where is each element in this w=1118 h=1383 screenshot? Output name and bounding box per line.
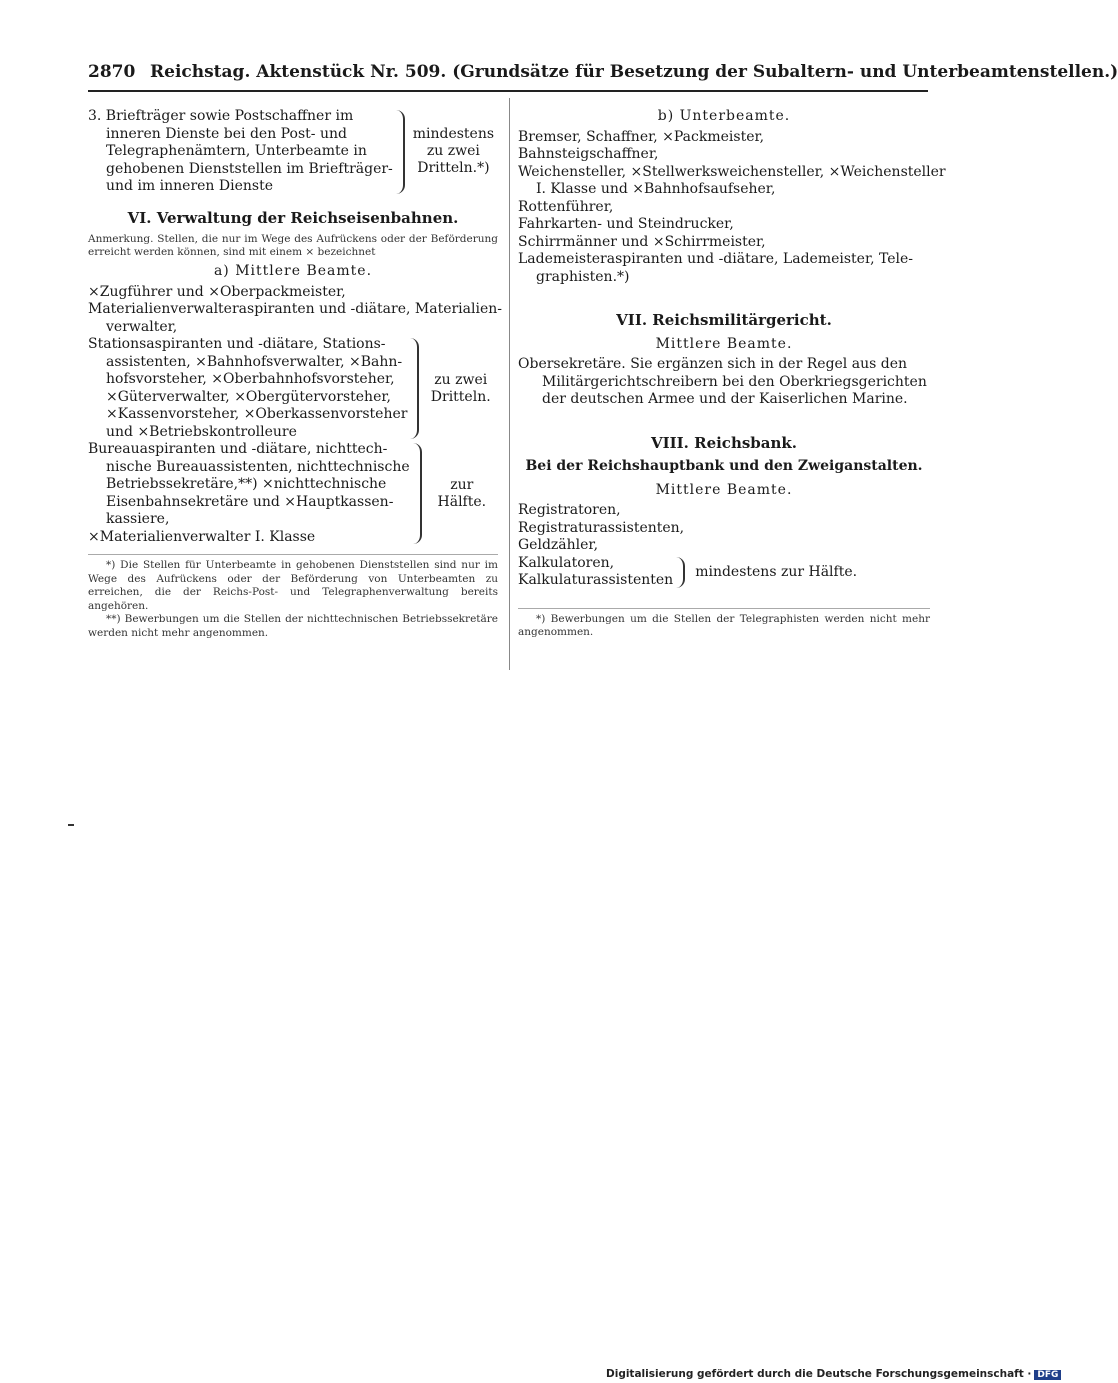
- group-1: [88, 336, 498, 441]
- section-8-subtitle: Bei der Reichshauptbank und den Zweiganstalten.: [525, 458, 923, 474]
- quota-line: Dritteln.: [430, 388, 491, 405]
- position-line: und ×Betriebskontrolleure: [106, 423, 297, 440]
- footnote: **) Bewerbungen um die Stellen der nichttechnischen Betriebssekretäre werden nicht mehr angenommen.: [88, 613, 498, 639]
- section-7-subtitle: Mittlere Beamte.: [655, 335, 793, 352]
- position-line: Schirrmänner und ×Schirrmeister,: [518, 233, 766, 250]
- footer-text: Digitalisierung gefördert durch die Deutsche Forschungsgemeinschaft ·: [606, 1368, 1032, 1380]
- position-line: Materialienverwalteraspiranten und -diätare, Materialien-: [88, 301, 502, 317]
- position-line: Betriebssekretäre,**) ×nichttechnische: [106, 476, 387, 492]
- header-rule: [88, 90, 928, 92]
- brace: [395, 110, 405, 194]
- position-line: Registratoren,: [518, 502, 621, 518]
- brace: [675, 557, 685, 588]
- position-line: Bahnsteigschaffner,: [518, 146, 659, 162]
- group-2: [88, 441, 498, 546]
- item-3-line: 3. Briefträger sowie Postschaffner im: [88, 108, 354, 124]
- item-3-line: und im inneren Dienste: [106, 178, 273, 194]
- group-1-quota: [423, 336, 498, 441]
- position-line: ×Zugführer und ×Oberpackmeister,: [88, 283, 346, 300]
- position-line: kassiere,: [106, 511, 170, 527]
- left-footnotes: [88, 554, 498, 640]
- position-line: Stationsaspiranten und -diätare, Stations-: [88, 336, 386, 352]
- subsection-a-title: a) Mittlere Beamte.: [213, 263, 373, 279]
- position-line: graphisten.*): [536, 268, 630, 285]
- right-footnote: [518, 608, 930, 640]
- position-line: Lademeisteraspiranten und -diätare, Lademeister, Tele-: [518, 251, 914, 267]
- page-number: 2870: [88, 62, 136, 82]
- running-title: Reichstag. Aktenstück Nr. 509. (Grundsätze für Besetzung der Subaltern- und Unterbeamtenstellen.): [150, 62, 1118, 82]
- page-header: [88, 62, 1118, 86]
- position-line: Rottenführer,: [518, 198, 614, 215]
- item-3-line: inneren Dienste bei den Post- und: [106, 125, 347, 142]
- position-line: Kalkulaturassistenten: [518, 572, 674, 588]
- quota-line: zur Hälfte.: [437, 476, 487, 510]
- position-line: Fahrkarten- und Steindrucker,: [518, 216, 734, 232]
- section-8-title: VIII. Reichsbank.: [650, 433, 798, 452]
- quota-line: zu zwei: [434, 371, 488, 388]
- position-line: Registraturassistenten,: [518, 519, 685, 536]
- section-7-text: der deutschen Armee und der Kaiserlichen Marine.: [542, 391, 908, 407]
- position-line: nische Bureauassistenten, nichttechnische: [106, 458, 410, 475]
- brace: [412, 443, 422, 544]
- left-column: [88, 108, 502, 640]
- group-2-quota: [426, 441, 498, 546]
- position-line: Kalkulatoren,: [518, 554, 615, 571]
- footer: [606, 1368, 1061, 1380]
- position-line: Eisenbahnsekretäre und ×Hauptkassen-: [106, 493, 394, 510]
- column-divider: [509, 98, 510, 670]
- position-line: ×Kassenvorsteher, ×Oberkassenvorsteher: [106, 406, 408, 422]
- quota-line: Dritteln.*): [417, 160, 490, 177]
- position-line: Geldzähler,: [518, 537, 599, 553]
- group-3: [518, 555, 930, 590]
- section-7-text: Militärgerichtschreibern bei den Oberkriegsgerichten: [542, 373, 927, 390]
- position-line: assistenten, ×Bahnhofsverwalter, ×Bahn-: [106, 353, 403, 370]
- section-7-title: VII. Reichsmilitärgericht.: [616, 311, 832, 329]
- right-column: [518, 108, 946, 640]
- position-line: I. Klasse und ×Bahnhofsaufseher,: [536, 181, 776, 197]
- position-line: Bremser, Schaffner, ×Packmeister,: [518, 128, 765, 145]
- item-3-group: [88, 108, 498, 196]
- quota-line: mindestens: [412, 126, 495, 143]
- position-line: hofsvorsteher, ×Oberbahnhofsvorsteher,: [106, 371, 395, 387]
- position-line: verwalter,: [106, 318, 178, 335]
- section-7-text: Obersekretäre. Sie ergänzen sich in der Regel aus den: [518, 356, 907, 372]
- dfg-logo: DFG: [1034, 1370, 1061, 1380]
- section-6-note: Anmerkung. Stellen, die nur im Wege des Aufrückens oder der Beförderung erreicht werden können, sind mit einem × bezeichnet: [88, 233, 498, 258]
- item-3-line: gehobenen Dienststellen im Briefträger-: [106, 160, 393, 177]
- item-3-line: Telegraphenämtern, Unterbeamte in: [106, 143, 367, 159]
- item-3-quota: [409, 108, 498, 196]
- quota-line: zu zwei: [426, 143, 480, 160]
- footnote: *) Die Stellen für Unterbeamte in gehobenen Dienststellen sind nur im Wege des Aufrückens oder der Beförderung von Unterbeamten zu erreichen, die der Reichs-Post- und Telegraphenverwaltung bereits angehören.: [88, 559, 498, 612]
- group-3-quota: [689, 555, 930, 590]
- margin-mark: [68, 824, 74, 826]
- position-line: ×Güterverwalter, ×Obergütervorsteher,: [106, 388, 391, 405]
- position-line: Weichensteller, ×Stellwerksweichensteller, ×Weichensteller: [518, 163, 946, 180]
- position-line: ×Materialienverwalter I. Klasse: [88, 528, 316, 545]
- section-6-title: VI. Verwaltung der Reichseisenbahnen.: [127, 208, 459, 227]
- subsection-b-title: b) Unterbeamte.: [657, 108, 791, 124]
- position-line: Bureauaspiranten und -diätare, nichttech-: [88, 441, 388, 457]
- quota-line: mindestens zur Hälfte.: [695, 563, 858, 580]
- brace: [409, 338, 419, 439]
- footnote: *) Bewerbungen um die Stellen der Telegraphisten werden nicht mehr angenommen.: [518, 612, 930, 638]
- section-8-sub: Mittlere Beamte.: [655, 481, 793, 498]
